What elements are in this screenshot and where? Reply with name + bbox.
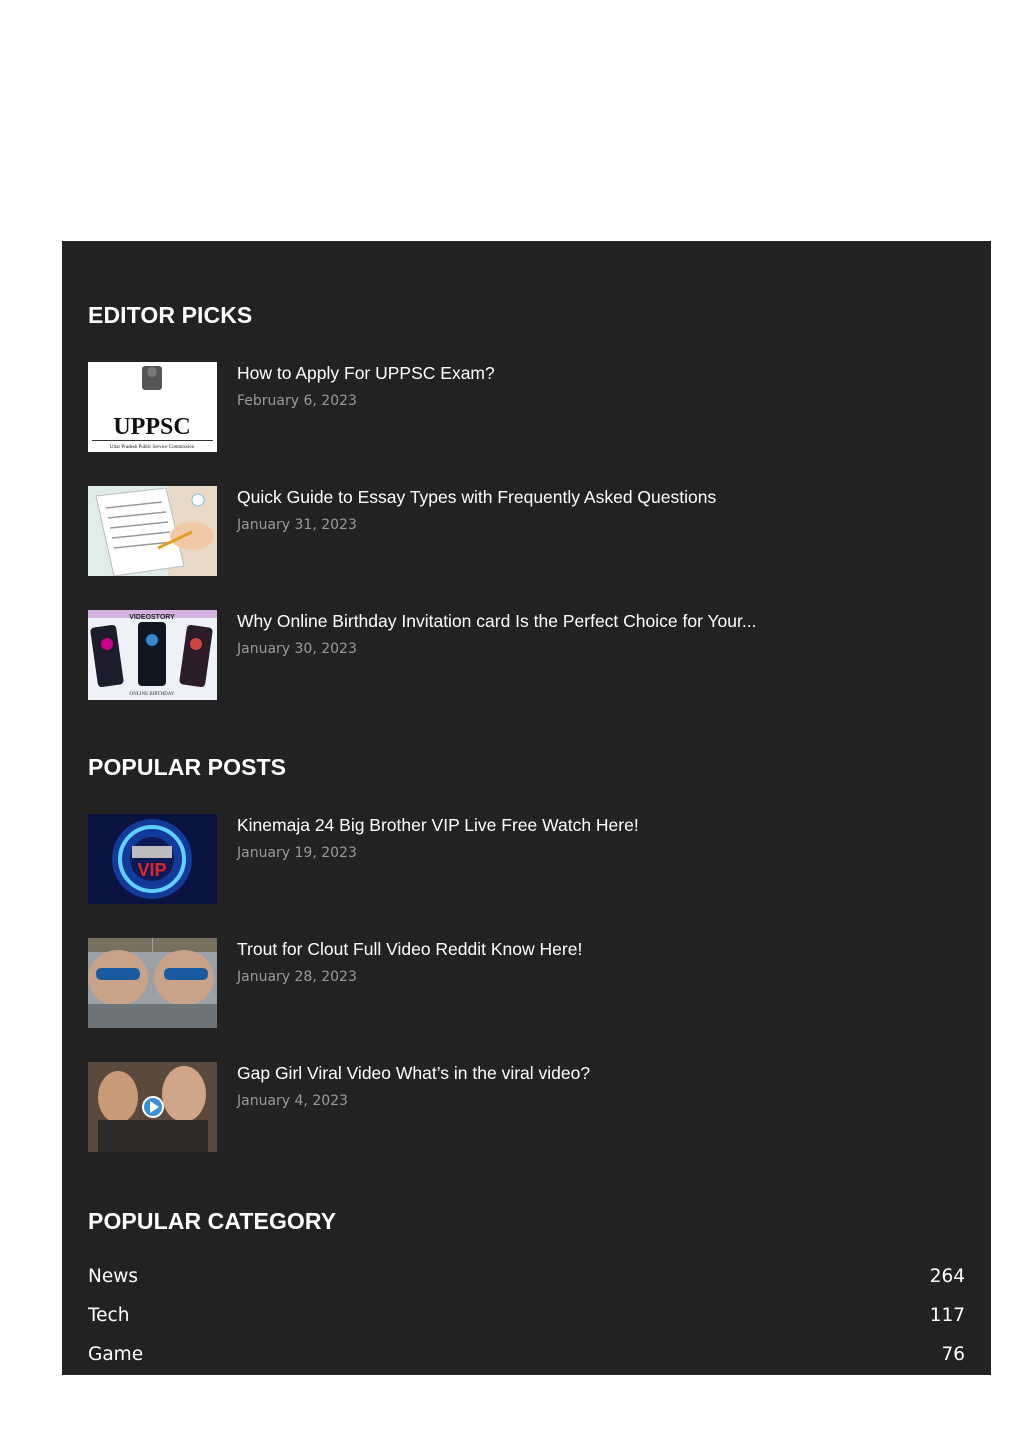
post-thumbnail-big-brother[interactable] (88, 814, 217, 904)
footer-widgets-panel (62, 241, 991, 1375)
thumb-caption-text: ONLINE BIRTHDAY (129, 692, 175, 697)
post-title-link[interactable]: Kinemaja 24 Big Brother VIP Live Free Watch Here! (237, 815, 639, 835)
post-thumbnail-birthday[interactable] (88, 610, 217, 700)
post-title-link[interactable]: Gap Girl Viral Video What’s in the viral video? (237, 1063, 591, 1083)
category-item-news[interactable] (88, 1266, 965, 1296)
post-date: January 28, 2023 (237, 969, 357, 985)
sunglasses-icon (164, 968, 208, 980)
post-thumbnail-uppsc[interactable] (88, 362, 217, 452)
category-name: News (88, 1266, 138, 1287)
hand-icon (170, 522, 214, 550)
popular-post-item (88, 814, 968, 906)
post-thumbnail-essay[interactable] (88, 486, 217, 576)
sunglasses-icon (96, 968, 140, 980)
category-name: Game (88, 1344, 144, 1365)
editor-picks-heading: EDITOR PICKS (88, 302, 253, 328)
post-date: January 4, 2023 (237, 1093, 348, 1109)
category-item-tech[interactable] (88, 1305, 965, 1335)
thumb-brand-text: VIDEOSTORY (129, 614, 175, 621)
category-count: 264 (929, 1266, 965, 1287)
category-name: Tech (88, 1305, 130, 1326)
post-title-link[interactable]: Quick Guide to Essay Types with Frequently Asked Questions (237, 487, 717, 507)
post-date: February 6, 2023 (237, 393, 357, 409)
category-item-game[interactable] (88, 1344, 965, 1374)
post-date: January 19, 2023 (237, 845, 357, 861)
editor-pick-item (88, 610, 968, 702)
thumb-logo-subtext: Uttar Pradesh Public Service Commission (109, 445, 195, 450)
post-thumbnail-trout[interactable] (88, 938, 217, 1028)
post-date: January 30, 2023 (237, 641, 357, 657)
editor-pick-item (88, 486, 968, 578)
post-thumbnail-gap-girl[interactable] (88, 1062, 217, 1152)
post-title-link[interactable]: Trout for Clout Full Video Reddit Know Here! (237, 939, 583, 959)
popular-posts-heading: POPULAR POSTS (88, 754, 287, 780)
thumb-logo-text: VIP (137, 860, 167, 880)
category-count: 117 (929, 1305, 965, 1326)
thumb-logo-text: UPPSC (113, 414, 191, 440)
editor-pick-item (88, 362, 968, 454)
post-title-link[interactable]: Why Online Birthday Invitation card Is the Perfect Choice for Your... (237, 611, 757, 631)
category-count: 76 (941, 1344, 965, 1365)
popular-category-heading: POPULAR CATEGORY (88, 1208, 337, 1234)
popular-post-item (88, 1062, 968, 1154)
popular-post-item (88, 938, 968, 1030)
post-date: January 31, 2023 (237, 517, 357, 533)
post-title-link[interactable]: How to Apply For UPPSC Exam? (237, 363, 495, 383)
